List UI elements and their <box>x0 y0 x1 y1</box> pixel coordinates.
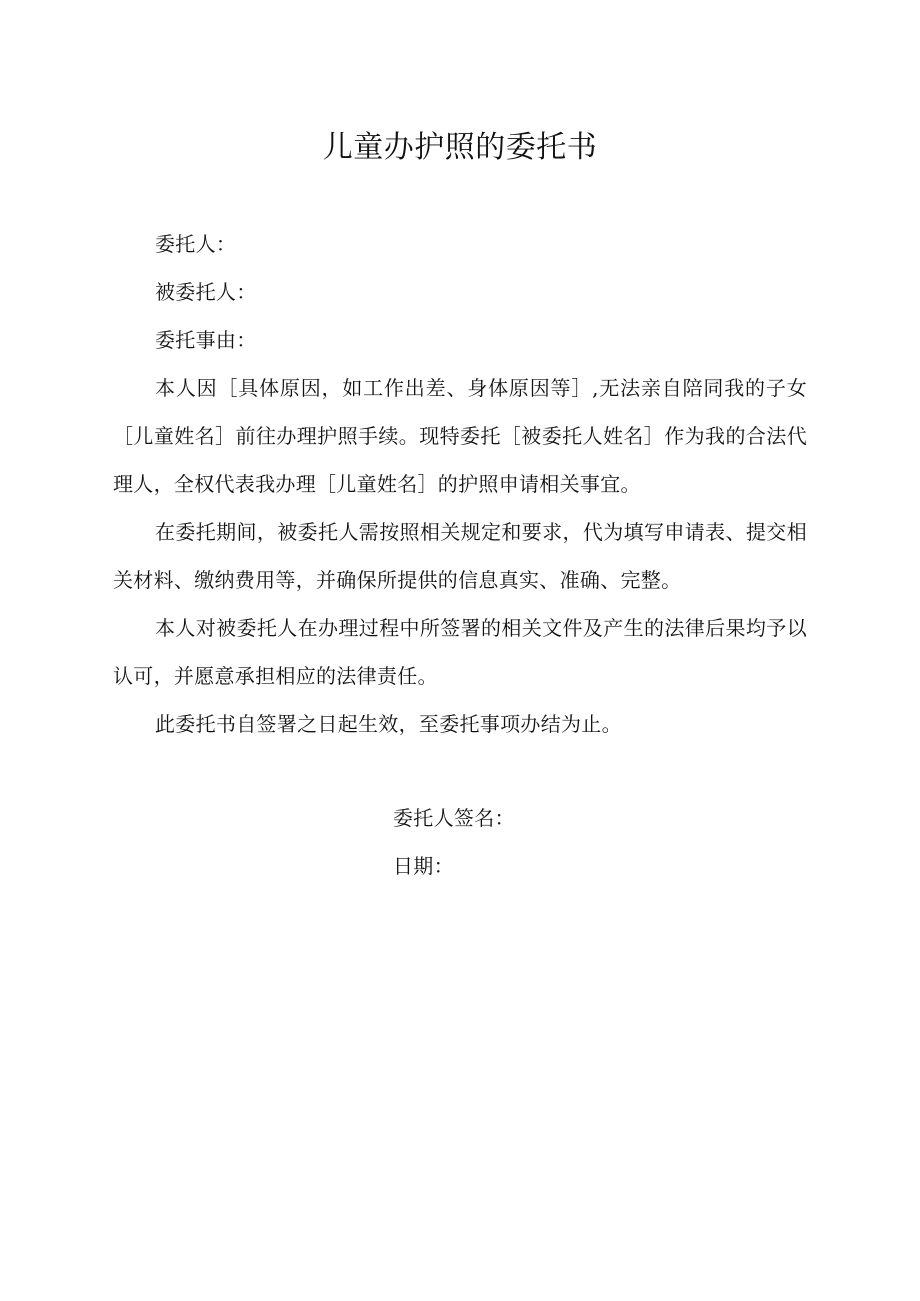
reason-field-label: 委托事由： <box>155 328 257 352</box>
authorization-paragraph: 本人因［具体原因，如工作出差、身体原因等］,无法亲自陪同我的子女［儿童姓名］前往办理护照手续。现特委托［被委托人姓名］作为我的合法代理人，全权代表我办理［儿童姓名］的护照申请相关事宜。 <box>113 376 807 496</box>
principal-field-label: 委托人： <box>155 232 237 256</box>
signer-signature-label: 委托人签名： <box>393 806 515 830</box>
legal-responsibility-paragraph: 本人对被委托人在办理过程中所签署的相关文件及产生的法律后果均予以认可，并愿意承担相应的法律责任。 <box>113 616 807 688</box>
validity-paragraph: 此委托书自签署之日起生效，至委托事项办结为止。 <box>155 712 622 736</box>
document-body <box>113 220 807 748</box>
document-title: 儿童办护照的委托书 <box>322 130 598 165</box>
signature-block <box>393 794 515 890</box>
agent-field-label: 被委托人： <box>155 280 257 304</box>
agent-duties-paragraph: 在委托期间，被委托人需按照相关规定和要求，代为填写申请表、提交相关材料、缴纳费用等，并确保所提供的信息真实、准确、完整。 <box>113 520 807 592</box>
signature-date-label: 日期： <box>393 854 454 878</box>
